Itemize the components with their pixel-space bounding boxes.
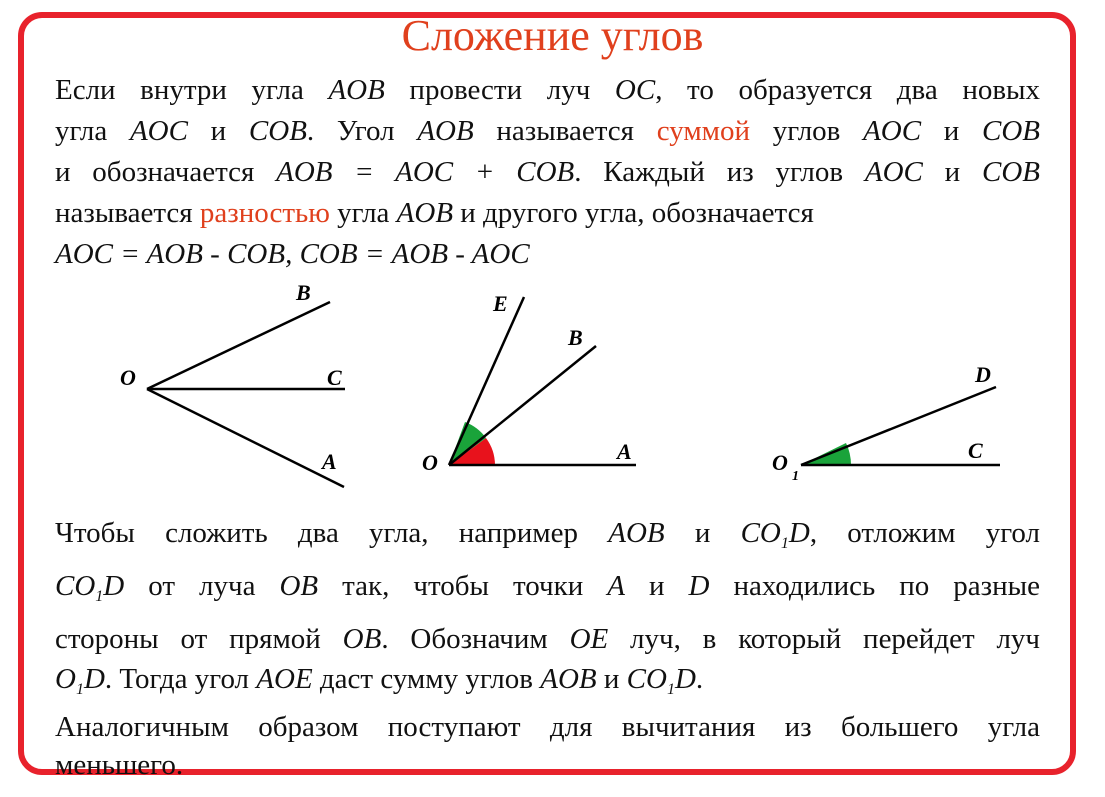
angle-name: COB bbox=[248, 115, 307, 147]
figure-angle-co1d bbox=[772, 362, 1000, 484]
text: называется bbox=[55, 197, 200, 229]
text: углов bbox=[750, 115, 864, 147]
sum-formula: AOB = AOC + COB bbox=[276, 156, 575, 188]
ray-name: OB bbox=[279, 570, 319, 602]
text: . Угол bbox=[306, 115, 418, 147]
body-paragraph bbox=[55, 512, 1040, 784]
text: , то образуется два новых bbox=[655, 74, 1041, 106]
figure-angle-aoe bbox=[422, 291, 636, 475]
subscript: 1 bbox=[75, 681, 84, 698]
text: и bbox=[664, 517, 741, 549]
text: и bbox=[624, 570, 689, 602]
ray-ob bbox=[449, 346, 596, 465]
text: так, чтобы точки bbox=[318, 570, 608, 602]
angle-name: AOB bbox=[608, 517, 665, 549]
label-b: B bbox=[296, 280, 311, 305]
text: угла bbox=[55, 115, 130, 147]
text: луч, в который перейдет луч bbox=[608, 623, 1041, 655]
text: CO bbox=[55, 570, 96, 602]
text: D bbox=[103, 570, 125, 602]
label-o1-subscript: 1 bbox=[792, 469, 799, 484]
label-d: D bbox=[975, 362, 991, 387]
body-line-4 bbox=[55, 661, 1040, 708]
label-a: A bbox=[617, 439, 632, 464]
text: стороны от прямой bbox=[55, 623, 343, 655]
body-line-6: меньшего. bbox=[55, 749, 184, 781]
text: CO bbox=[740, 517, 781, 549]
text: и обозначается bbox=[55, 156, 277, 188]
angle-name: COB bbox=[981, 156, 1040, 188]
angle-name: AOC bbox=[863, 115, 922, 147]
angle-name-co1d bbox=[740, 517, 810, 552]
figure-angle-aob bbox=[120, 280, 345, 487]
label-b: B bbox=[568, 325, 583, 350]
text: и bbox=[922, 156, 982, 188]
subscript: 1 bbox=[780, 535, 789, 552]
angle-name: AOB bbox=[540, 663, 597, 695]
line-name: OB bbox=[342, 623, 382, 655]
label-o: O bbox=[422, 450, 438, 475]
highlight-term-difference: разностью bbox=[199, 197, 330, 229]
text: O bbox=[55, 663, 76, 695]
body-line-1 bbox=[55, 512, 1040, 565]
body-line-5: Аналогичным образом поступают для вычитания из большего угла bbox=[55, 711, 1040, 743]
highlight-term-sum: суммой bbox=[656, 115, 751, 147]
text: D bbox=[83, 663, 105, 695]
text: от луча bbox=[124, 570, 280, 602]
page-title: Сложение углов bbox=[401, 11, 704, 60]
text: . Обозначим bbox=[381, 623, 570, 655]
text: . Тогда угол bbox=[104, 663, 257, 695]
angle-name-co1d bbox=[626, 663, 696, 698]
ray-oa bbox=[147, 389, 344, 487]
point-name: D bbox=[688, 570, 710, 602]
ray-name-o1d bbox=[55, 663, 105, 698]
angle-name: AOB bbox=[396, 197, 454, 229]
subscript: 1 bbox=[95, 588, 104, 605]
text: Чтобы сложить два угла, например bbox=[55, 517, 609, 549]
angle-name: AOC bbox=[864, 156, 923, 188]
body-line-3 bbox=[55, 618, 1040, 661]
text: даст сумму углов bbox=[312, 663, 541, 695]
text: Если внутри угла bbox=[55, 74, 329, 106]
difference-formula-2-rhs: AOB - AOC bbox=[391, 238, 530, 270]
text: находились по разные bbox=[709, 570, 1040, 602]
text: CO bbox=[626, 663, 667, 695]
angle-name: COB bbox=[982, 115, 1040, 147]
angle-name: AOE bbox=[256, 663, 313, 695]
label-c: C bbox=[327, 365, 342, 390]
angle-name: AOC bbox=[129, 115, 188, 147]
label-o: O bbox=[120, 365, 136, 390]
point-name: A bbox=[607, 570, 625, 602]
label-o1: O bbox=[772, 450, 788, 475]
label-a: A bbox=[322, 449, 337, 474]
text: D bbox=[788, 517, 810, 549]
text: и bbox=[596, 663, 627, 695]
body-line-2 bbox=[55, 565, 1040, 618]
ray-name: OE bbox=[569, 623, 609, 655]
angle-name: AOB bbox=[328, 74, 385, 106]
text: называется bbox=[473, 115, 657, 147]
text: , отложим угол bbox=[809, 517, 1040, 549]
text: . bbox=[695, 663, 704, 695]
text: . Каждый из углов bbox=[574, 156, 865, 188]
label-e: E bbox=[493, 291, 508, 316]
ray-ob bbox=[147, 302, 330, 389]
difference-formula-1: AOC = AOB - COB, bbox=[55, 238, 293, 270]
text: угла bbox=[329, 197, 397, 229]
text: провести луч bbox=[384, 74, 615, 106]
text: и bbox=[921, 115, 982, 147]
angle-name: AOB bbox=[417, 115, 474, 147]
text: D bbox=[674, 663, 696, 695]
angle-name-co1d bbox=[55, 570, 125, 605]
ray-o1d bbox=[801, 387, 996, 465]
ray-name: OC bbox=[614, 74, 656, 106]
text: и другого угла, обозначается bbox=[453, 197, 814, 229]
label-c: C bbox=[968, 438, 983, 463]
difference-formula-2-lhs: COB = bbox=[299, 238, 385, 270]
subscript: 1 bbox=[666, 681, 675, 698]
text: и bbox=[187, 115, 249, 147]
